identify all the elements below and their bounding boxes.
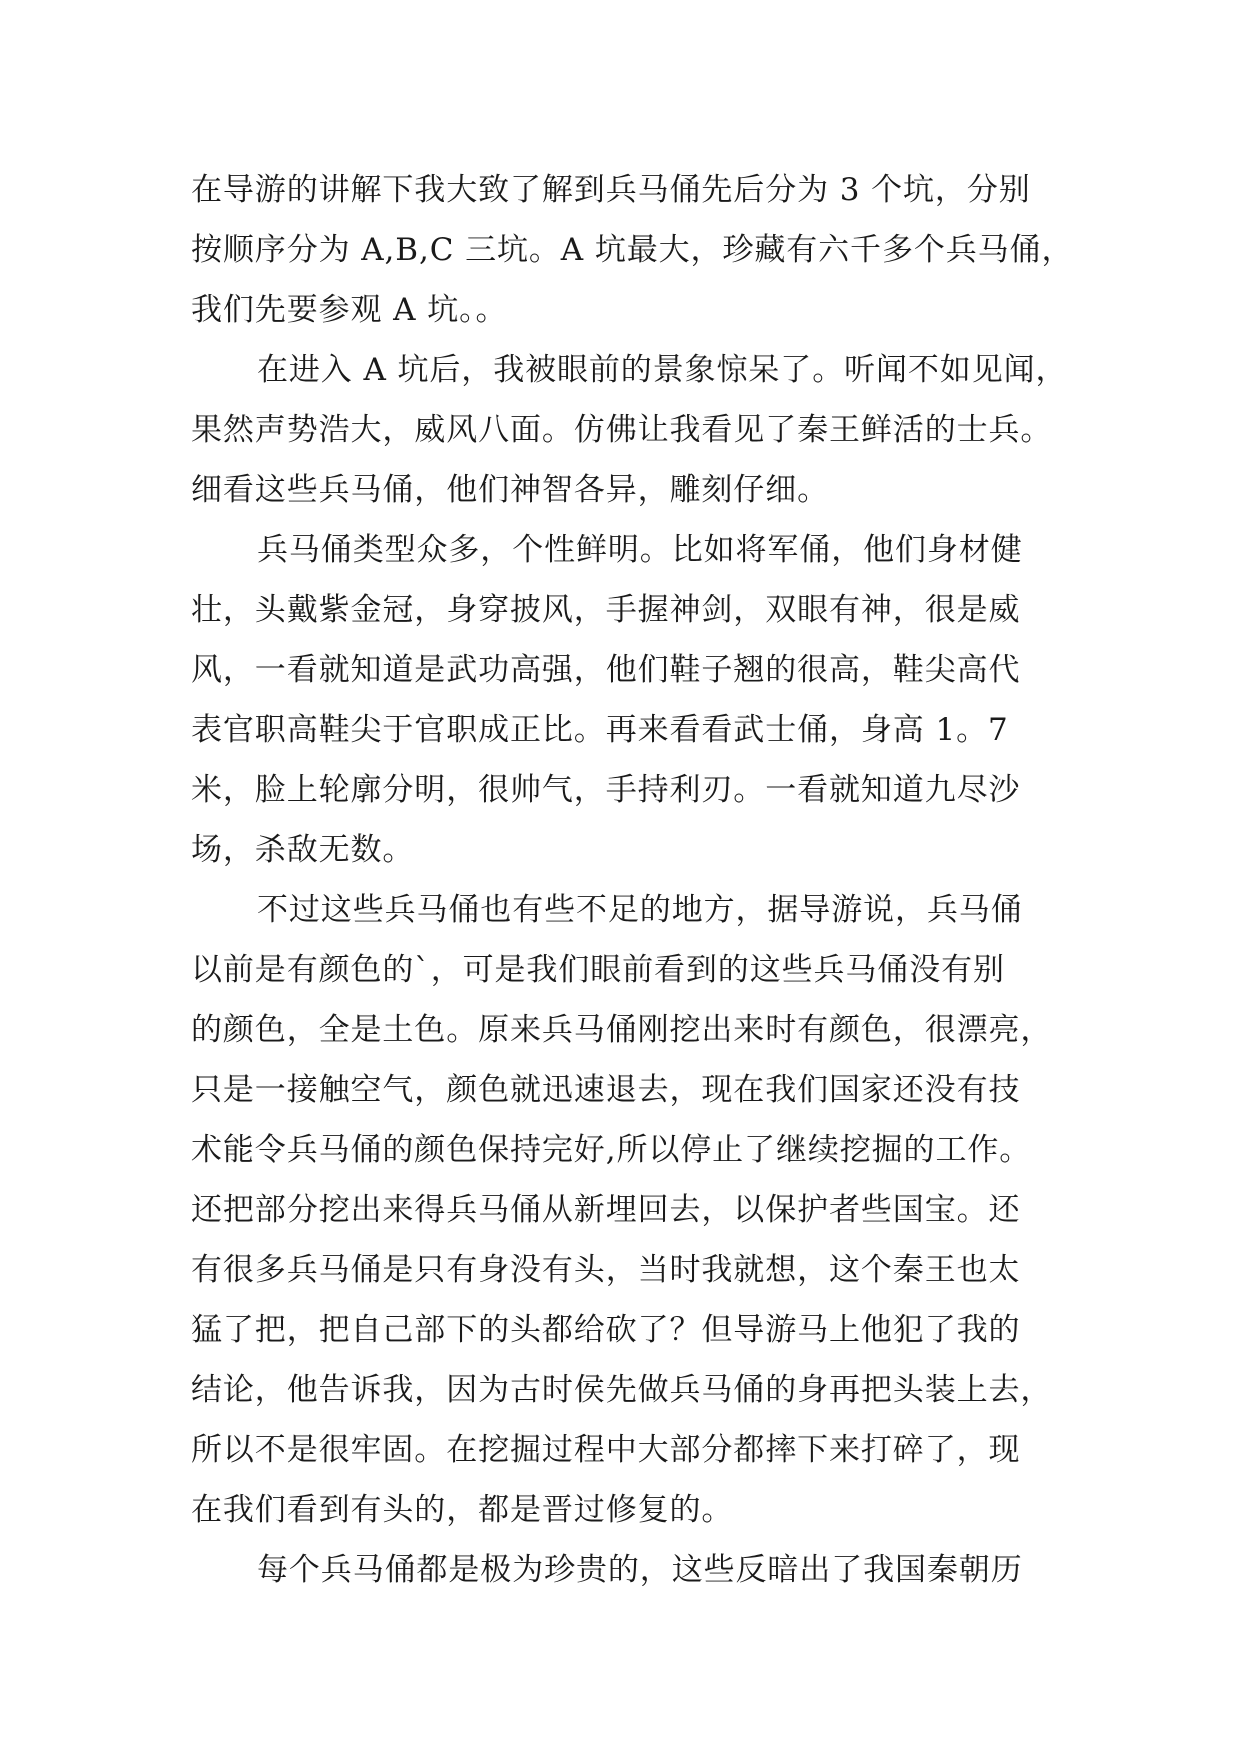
- text-line: 场，杀敌无数。: [191, 832, 415, 868]
- text-line: 有很多兵马俑是只有身没有头，当时我就想，这个秦王也太: [191, 1252, 1021, 1288]
- text-line: 只是一接触空气，颜色就迅速退去，现在我们国家还没有技: [191, 1072, 1021, 1108]
- text-line: 以前是有颜色的`，可是我们眼前看到的这些兵马俑没有别: [191, 952, 1005, 988]
- text-line: 还把部分挖出来得兵马俑从新埋回去，以保护者些国宝。还: [191, 1192, 1021, 1228]
- text-line: 按顺序分为 A,B,C 三坑。A 坑最大，珍藏有六千多个兵马俑，: [191, 232, 1074, 268]
- text-line: 风，一看就知道是武功高强，他们鞋子翘的很高，鞋尖高代: [191, 652, 1021, 688]
- text-line: 所以不是很牢固。在挖掘过程中大部分都摔下来打碎了，现: [191, 1432, 1021, 1468]
- paragraph-start-line: 每个兵马俑都是极为珍贵的，这些反暗出了我国秦朝历: [257, 1552, 1023, 1588]
- text-line: 结论，他告诉我，因为古时侯先做兵马俑的身再把头装上去，: [191, 1372, 1053, 1408]
- text-line: 在我们看到有头的，都是晋过修复的。: [191, 1492, 734, 1528]
- text-line: 术能令兵马俑的颜色保持完好,所以停止了继续挖掘的工作。: [191, 1132, 1032, 1168]
- body-text: [191, 160, 1074, 1600]
- paragraph-start-line: 兵马俑类型众多，个性鲜明。比如将军俑，他们身材健: [257, 532, 1023, 568]
- text-line: 在导游的讲解下我大致了解到兵马俑先后分为 3 个坑，分别: [191, 172, 1031, 208]
- text-line: 壮，头戴紫金冠，身穿披风，手握神剑，双眼有神，很是威: [191, 592, 1021, 628]
- text-line: 细看这些兵马俑，他们神智各异，雕刻仔细。: [191, 472, 829, 508]
- text-line: 米，脸上轮廓分明，很帅气，手持利刃。一看就知道九尽沙: [191, 772, 1021, 808]
- text-line: 表官职高鞋尖于官职成正比。再来看看武士俑，身高 1。7: [191, 712, 1009, 748]
- text-line: 猛了把，把自己部下的头都给砍了？但导游马上他犯了我的: [191, 1312, 1021, 1348]
- text-line: 的颜色，全是土色。原来兵马俑刚挖出来时有颜色，很漂亮，: [191, 1012, 1053, 1048]
- text-line: 我们先要参观 A 坑。。: [191, 292, 508, 328]
- paragraph-start-line: 不过这些兵马俑也有些不足的地方，据导游说，兵马俑: [257, 892, 1023, 928]
- paragraph-start-line: 在进入 A 坑后，我被眼前的景象惊呆了。听闻不如见闻，: [257, 352, 1068, 388]
- text-line: 果然声势浩大，威风八面。仿佛让我看见了秦王鲜活的士兵。: [191, 412, 1053, 448]
